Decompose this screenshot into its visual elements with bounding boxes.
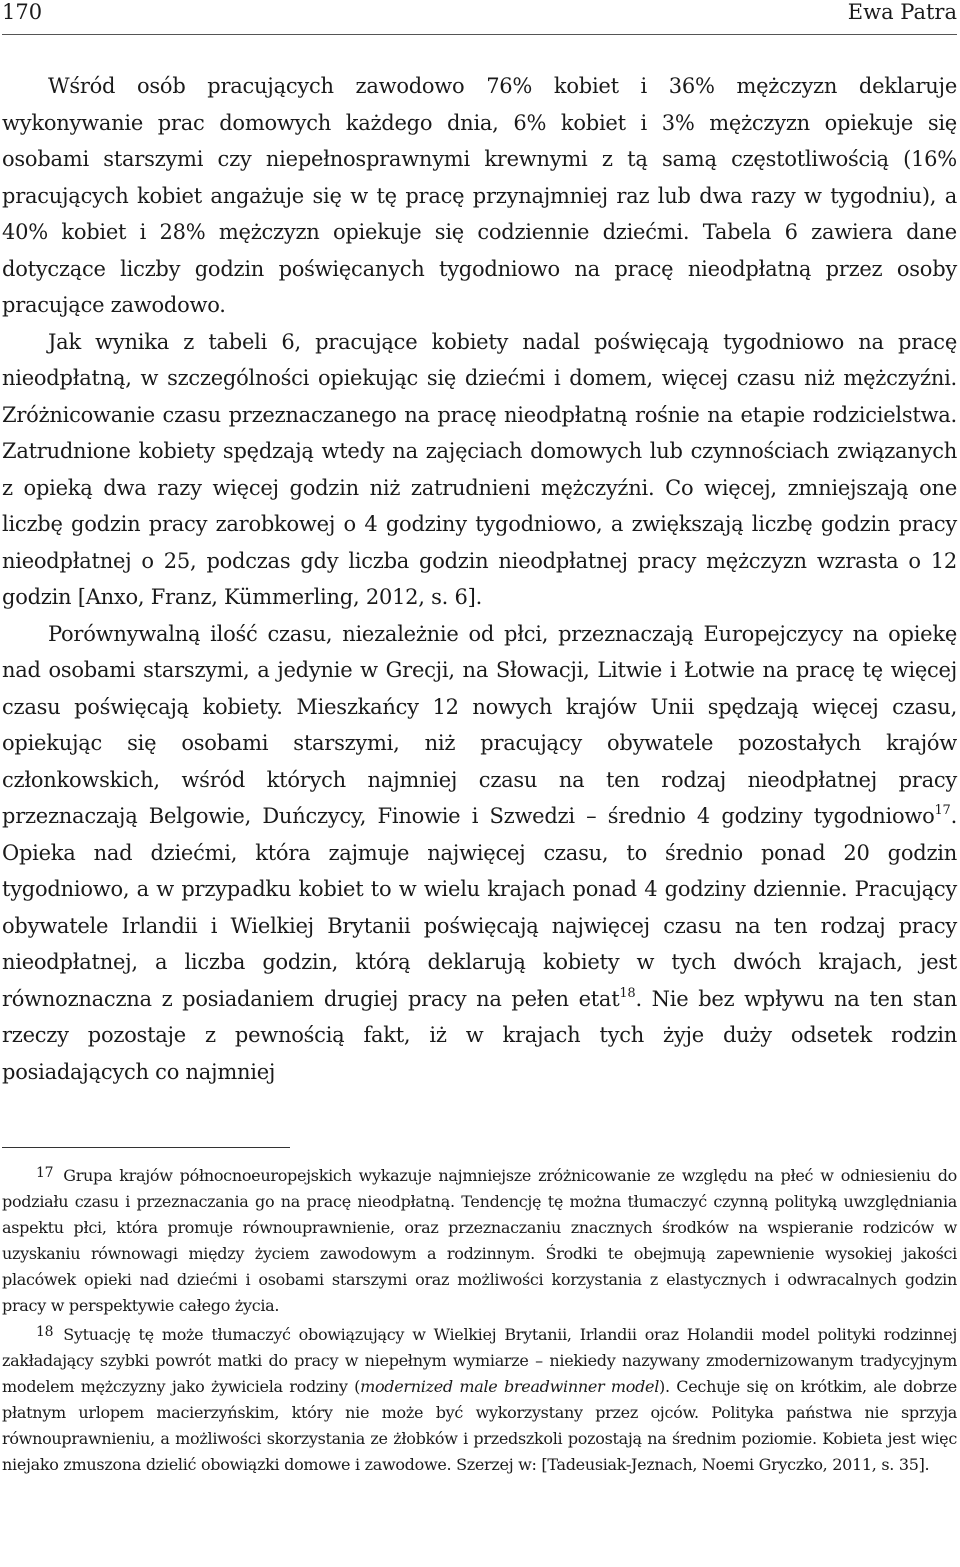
running-header <box>2 0 957 35</box>
footnote-18 <box>2 1319 957 1478</box>
paragraph-2: Jak wynika z tabeli 6, pracujące kobiety nadal poświęcają tygodniowo na pracę nieodpłatną, w szczególności opiekując się dziećmi i domem, więcej czasu niż mężczyźni. Zróżnicowanie czasu przeznaczanego na pracę nieodpłatną rośnie na etapie rodzicielstwa. Zatrudnione kobiety spędzają wtedy na zajęciach domowych lub czynnościach związanych z opieką dwa razy więcej godzin niż zatrudnieni mężczyźni. Co więcej, zmniejszają one liczbę godzin pracy zarobkowej o 4 godziny tygodniowo, a zwiększają liczbę godzin pracy nieodpłatnej o 25, podczas gdy liczba godzin nieodpłatnej pracy mężczyzn wzrasta o 12 godzin [Anxo, Franz, Kümmerling, 2012, s. 6]. <box>2 329 957 609</box>
footnote-17 <box>2 1160 957 1319</box>
running-author: Ewa Patra <box>847 0 957 24</box>
paragraph-3-part-b: . Opieka nad dziećmi, która zajmuje najwięcej czasu, to średnio ponad 20 godzin tygodniowo, a w przypadku kobiet to w wielu krajach ponad 4 godziny dziennie. Pracujący obywatele Irlandii i Wielkiej Brytanii poświęcają najwięcej czasu na ten rodzaj pracy nieodpłatnej, a liczba godzin, którą deklarują kobiety w tych dwóch krajach, jest równoznaczna z posiadaniem drugiej pracy na pełen etat <box>2 804 957 1011</box>
paragraph-3-part-a: Porównywalną ilość czasu, niezależnie od płci, przeznaczają Europejczycy na opiekę nad osobami starszymi, a jedynie w Grecji, na Słowacji, Litwie i Łotwie na pracę tę więcej czasu poświęcają kobiety. Mieszkańcy 12 nowych krajów Unii spędzają więcej czasu, opiekując się osobami starszymi, niż pracujący obywatele pozostałych krajów członkowskich, wśród których najmniej czasu na ten rodzaj nieodpłatnej pracy przeznaczają Belgowie, Duńczycy, Finowie i Szwedzi – średnio 4 godziny tygodniowo <box>2 621 957 828</box>
footnote-18-italic-term: modernized male breadwinner model <box>360 1377 660 1396</box>
footnote-18-text-b: ). Cechuje się on krótkim, ale dobrze płatnym urlopem macierzyńskim, który nie może być wykorzystany przez ojców. Polityka państwa nie sprzyja równouprawnieniu, a możliwości skorzystania ze żłobków i przedszkoli pozostają na średnim poziomie. Kobieta jest więc niejako zmuszona dzielić obowiązki domowe i zawodowe. Szerzej w: [Tadeusiak-Jeznach, Noemi Gryczko, 2011, s. 35]. <box>2 1377 957 1474</box>
footnote-ref-18: 18 <box>619 985 636 1001</box>
page-number: 170 <box>2 0 43 24</box>
footnote-17-number: 17 <box>36 1165 54 1181</box>
footnote-18-text-a: Sytuację tę może tłumaczyć obowiązujący w Wielkiej Brytanii, Irlandii oraz Holandii model polityki rodzinnej zakładający szybki powrót matki do pracy w niepełnym wymiarze – niekiedy nazywany zmodernizowanym tradycyjnym modelem mężczyzny jako żywiciela rodziny ( <box>2 1325 957 1396</box>
paragraph-3-part-c: . Nie bez wpływu na ten stan rzeczy pozostaje z pewnością fakt, iż w krajach tych żyje duży odsetek rodzin posiadających co najmniej <box>2 986 957 1084</box>
footnote-17-text: Grupa krajów północnoeuropejskich wykazuje najmniejsze zróżnicowanie ze względu na płeć w odniesieniu do podziału czasu i przeznaczania go na pracę nieodpłatną. Tendencję tę można tłumaczyć czynną polityką uwzględniania aspektu płci, która promuje równouprawnienie, oraz przeznaczaniu znacznych środków na wspieranie rodziców w uzyskaniu równowagi między życiem zawodowym a rodzinnym. Środki te obejmują zapewnienie wysokiej jakości placówek opieki nad dziećmi i osobami starszymi oraz możliwości korzystania z elastycznych i odwracalnych godzin pracy w perspektywie całego życia. <box>2 1166 957 1315</box>
footnotes <box>2 1160 957 1478</box>
paragraph-3 <box>2 616 957 1091</box>
main-text <box>2 68 957 1090</box>
footnote-divider <box>2 1147 290 1148</box>
footnote-ref-17: 17 <box>934 803 951 818</box>
footnote-18-number: 18 <box>36 1324 54 1340</box>
paragraph-1: Wśród osób pracujących zawodowo 76% kobiet i 36% mężczyzn deklaruje wykonywanie prac domowych każdego dnia, 6% kobiet i 3% mężczyzn opiekuje się osobami starszymi czy niepełnosprawnymi krewnymi z tą samą częstotliwością (16% pracujących kobiet angażuje się w tę pracę przynajmniej raz lub dwa razy w tygodniu), a 40% kobiet i 28% mężczyzn opiekuje się codziennie dziećmi. Tabela 6 zawiera dane dotyczące liczby godzin poświęcanych tygodniowo na pracę nieodpłatną przez osoby pracujące zawodowo. <box>2 74 957 317</box>
